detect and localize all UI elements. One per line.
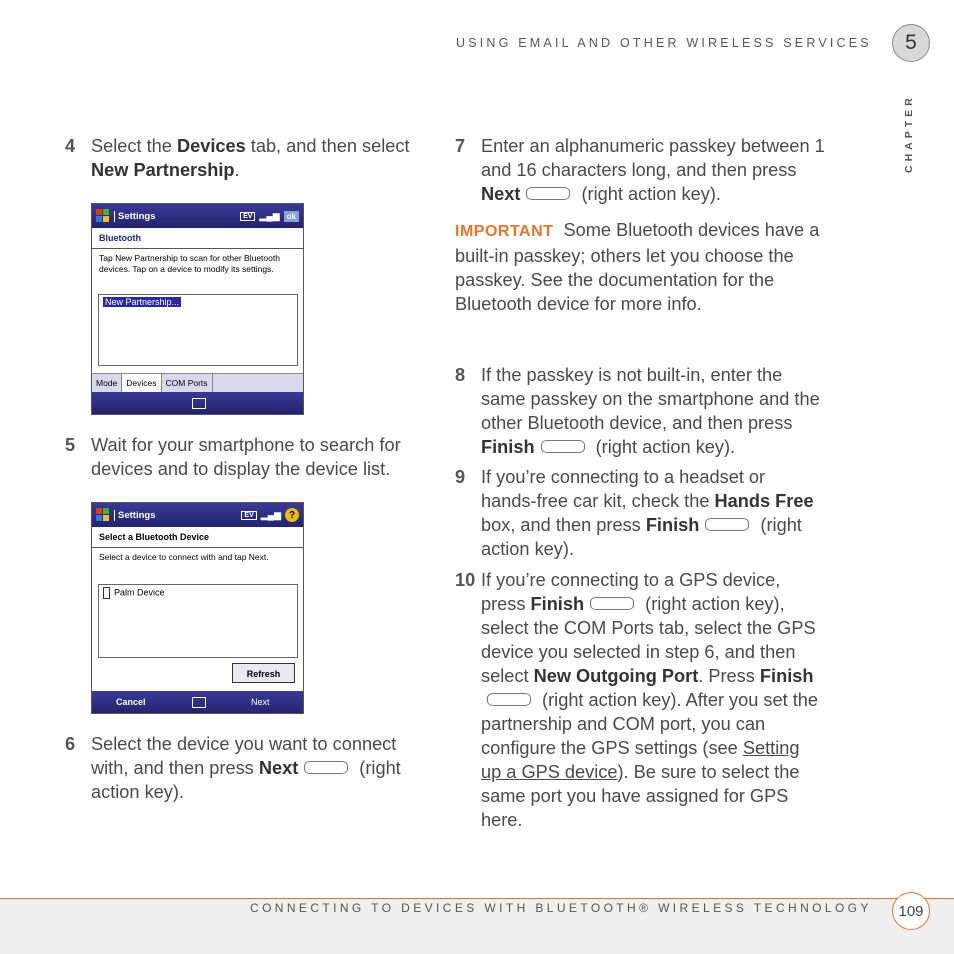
- phone-title-bar: [92, 503, 303, 527]
- windows-logo-icon: [96, 508, 110, 522]
- new-partnership-item[interactable]: New Partnership...: [105, 297, 180, 307]
- running-header: USING EMAIL AND OTHER WIRELESS SERVICES: [456, 36, 872, 50]
- tab-com-ports[interactable]: COM Ports: [162, 374, 213, 394]
- windows-logo-icon: [96, 209, 110, 223]
- bluetooth-settings-screenshot: [91, 203, 304, 415]
- refresh-button[interactable]: Refresh: [232, 663, 295, 683]
- step-number: 9: [455, 467, 466, 487]
- phone-tabs: [92, 373, 303, 394]
- step-text: Wait for your smartphone to search for devices and to display the device list.: [91, 435, 401, 479]
- step-5: [65, 433, 435, 481]
- chapter-number-badge: 5: [892, 24, 930, 62]
- step-4: [65, 134, 435, 182]
- important-label: IMPORTANT: [455, 223, 554, 240]
- device-list[interactable]: [98, 294, 298, 366]
- phone-subtitle: Select a Bluetooth Device: [92, 527, 303, 548]
- ev-indicator-icon: EV: [241, 511, 256, 520]
- step-number: 4: [65, 136, 76, 156]
- step-7: [455, 134, 835, 206]
- page-number: 109: [892, 892, 930, 930]
- important-note: [455, 218, 827, 316]
- cancel-soft-key[interactable]: Cancel: [116, 697, 146, 707]
- phone-subtitle: Bluetooth: [92, 228, 303, 249]
- right-action-key-icon: [304, 761, 348, 774]
- phone-title: Settings: [114, 211, 155, 222]
- step-text: Enter an alphanumeric passkey between 1 and 16 characters long, and then press Next (right action key).: [481, 136, 825, 204]
- gps-setup-link[interactable]: Setting up a GPS device: [481, 738, 800, 782]
- step-text: Select the Devices tab, and then select New Partnership.: [91, 136, 410, 180]
- phone-soft-key-bar: [92, 691, 303, 713]
- step-number: 6: [65, 734, 76, 754]
- step-number: 8: [455, 365, 466, 385]
- step-text: If you’re connecting to a GPS device, press Finish (right action key), select the COM Ports tab, select the GPS device you selected in step 6, and then select New Outgoing Port. Press Finish (right action key). After you set the partnership and COM port, you can configure the GPS settings (see Setting up a GPS device). Be sure to select the same port you have assigned for GPS here.: [481, 570, 819, 830]
- right-action-key-icon: [526, 187, 570, 200]
- step-text: If the passkey is not built-in, enter the same passkey on the smartphone and the other Bluetooth device, and then press Finish (right action key).: [481, 365, 820, 457]
- important-text: Some Bluetooth devices have a built-in passkey; others let you choose the passkey. See the documentation for the Bluetooth device for more info.: [455, 220, 820, 314]
- select-device-screenshot: [91, 502, 304, 714]
- chapter-label: CHAPTER: [903, 94, 915, 173]
- keyboard-icon[interactable]: [192, 398, 206, 409]
- step-number: 10: [455, 570, 476, 590]
- phone-instructions: Select a device to connect with and tap Next.: [99, 552, 269, 562]
- step-8: [455, 363, 835, 459]
- ok-button[interactable]: ok: [284, 211, 299, 222]
- device-name: Palm Device: [114, 587, 165, 598]
- right-action-key-icon: [705, 518, 749, 531]
- step-10: [455, 568, 835, 832]
- right-action-key-icon: [487, 693, 531, 706]
- signal-icon: ▂▄▆: [260, 509, 281, 520]
- phone-soft-key-bar: [92, 392, 303, 414]
- step-text: If you’re connecting to a headset or hands-free car kit, check the Hands Free box, and then press Finish (right action key).: [481, 467, 814, 559]
- running-footer: CONNECTING TO DEVICES WITH BLUETOOTH® WIRELESS TECHNOLOGY: [250, 901, 872, 915]
- device-list[interactable]: [98, 584, 298, 658]
- tab-devices[interactable]: Devices: [122, 374, 161, 394]
- phone-title: Settings: [114, 510, 155, 521]
- phone-device-icon: [103, 587, 110, 599]
- step-number: 7: [455, 136, 466, 156]
- step-6: [65, 732, 435, 804]
- keyboard-icon[interactable]: [192, 697, 206, 708]
- next-soft-key[interactable]: Next: [251, 697, 270, 707]
- step-number: 5: [65, 435, 76, 455]
- ev-indicator-icon: EV: [240, 212, 255, 221]
- tab-mode[interactable]: Mode: [92, 374, 122, 394]
- signal-icon: ▂▄▆: [259, 210, 280, 221]
- phone-title-bar: [92, 204, 303, 228]
- footer-rule: [0, 898, 954, 899]
- help-icon[interactable]: ?: [285, 508, 299, 522]
- step-text: Select the device you want to connect with, and then press Next (right action key).: [91, 734, 401, 802]
- palm-device-item[interactable]: [99, 585, 297, 601]
- phone-instructions: Tap New Partnership to scan for other Bluetooth devices. Tap on a device to modify its settings.: [99, 253, 280, 274]
- right-action-key-icon: [590, 597, 634, 610]
- right-action-key-icon: [541, 440, 585, 453]
- step-9: [455, 465, 835, 561]
